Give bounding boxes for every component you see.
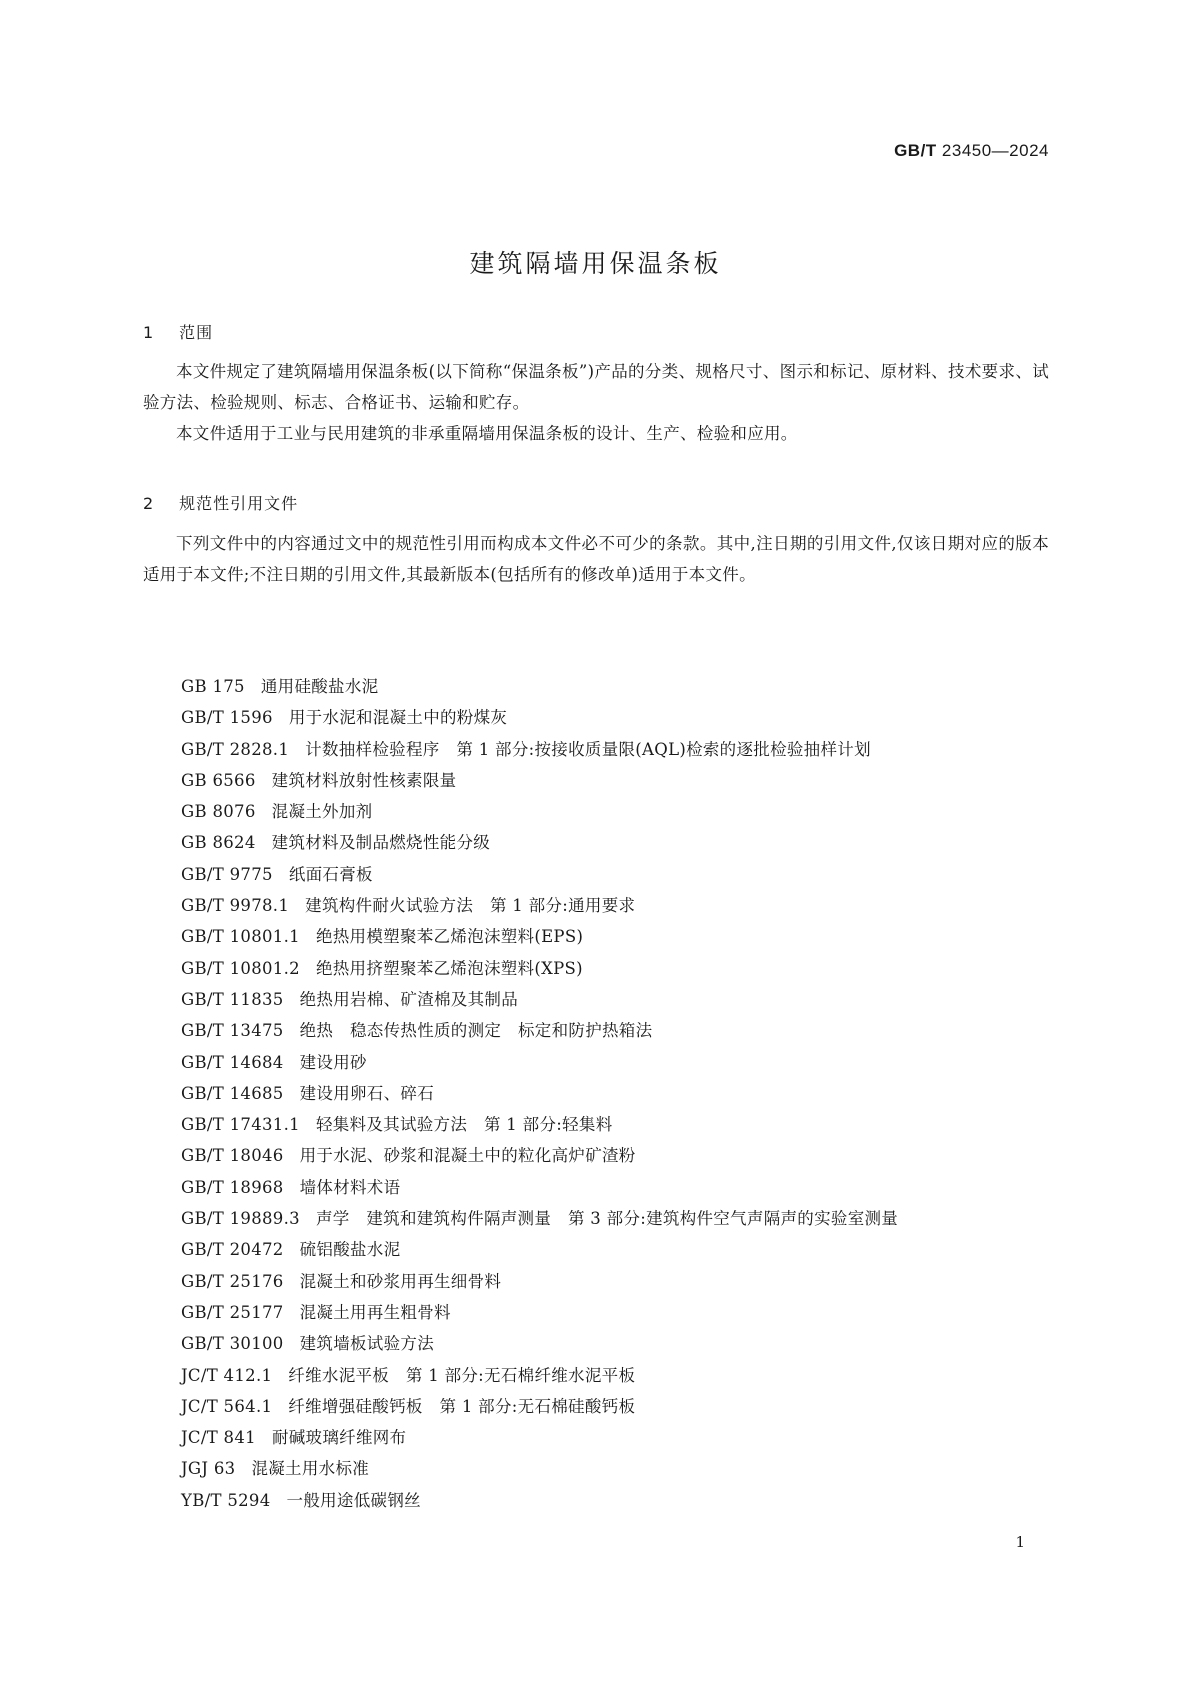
scope-paragraph-2: 本文件适用于工业与民用建筑的非承重隔墙用保温条板的设计、生产、检验和应用。 bbox=[176, 424, 798, 443]
reference-item: GB/T 1596 用于水泥和混凝土中的粉煤灰 bbox=[181, 708, 508, 728]
reference-item: GB/T 18046 用于水泥、砂浆和混凝土中的粒化高炉矿渣粉 bbox=[181, 1146, 636, 1166]
section-1-number: 1 bbox=[143, 323, 155, 342]
reference-item: GB/T 2828.1 计数抽样检验程序 第 1 部分:按接收质量限(AQL)检索的逐批检验抽样计划 bbox=[181, 739, 871, 759]
reference-item: JGJ 63 混凝土用水标准 bbox=[181, 1459, 370, 1479]
reference-item: GB/T 11835 绝热用岩棉、矿渣棉及其制品 bbox=[181, 989, 519, 1009]
reference-item: GB 8076 混凝土外加剂 bbox=[181, 802, 373, 822]
section-1-title: 范围 bbox=[179, 323, 214, 342]
references-intro: 下列文件中的内容通过文中的规范性引用而构成本文件必不可少的条款。其中,注日期的引用文件,仅该日期对应的版本适用于本文件;不注日期的引用文件,其最新版本(包括所有的修改单)适用于本文件。 bbox=[143, 534, 1049, 584]
reference-item: GB/T 13475 绝热 稳态传热性质的测定 标定和防护热箱法 bbox=[181, 1021, 653, 1041]
reference-item: GB/T 19889.3 声学 建筑和建筑构件隔声测量 第 3 部分:建筑构件空气声隔声的实验室测量 bbox=[181, 1209, 899, 1229]
standard-code: 23450—2024 bbox=[941, 141, 1049, 160]
reference-item: GB/T 10801.1 绝热用模塑聚苯乙烯泡沫塑料(EPS) bbox=[181, 927, 584, 947]
reference-item: GB/T 18968 墙体材料术语 bbox=[181, 1177, 401, 1197]
reference-item: GB/T 20472 硫铝酸盐水泥 bbox=[181, 1240, 401, 1260]
reference-item: JC/T 412.1 纤维水泥平板 第 1 部分:无石棉纤维水泥平板 bbox=[181, 1365, 636, 1385]
reference-item: GB 6566 建筑材料放射性核素限量 bbox=[181, 770, 457, 790]
reference-item: GB/T 25177 混凝土用再生粗骨料 bbox=[181, 1302, 451, 1322]
reference-item: GB/T 25176 混凝土和砂浆用再生细骨料 bbox=[181, 1271, 502, 1291]
reference-item: GB/T 30100 建筑墙板试验方法 bbox=[181, 1334, 435, 1354]
reference-item: JC/T 564.1 纤维增强硅酸钙板 第 1 部分:无石棉硅酸钙板 bbox=[181, 1396, 636, 1416]
reference-item: GB 8624 建筑材料及制品燃烧性能分级 bbox=[181, 833, 491, 853]
reference-item: JC/T 841 耐碱玻璃纤维网布 bbox=[181, 1428, 407, 1448]
section-2-heading bbox=[143, 491, 298, 514]
reference-list bbox=[181, 671, 898, 1516]
reference-item: GB/T 9775 纸面石膏板 bbox=[181, 864, 373, 884]
reference-item: GB 175 通用硅酸盐水泥 bbox=[181, 677, 379, 696]
reference-item: GB/T 9978.1 建筑构件耐火试验方法 第 1 部分:通用要求 bbox=[181, 896, 636, 916]
reference-item: GB/T 10801.2 绝热用挤塑聚苯乙烯泡沫塑料(XPS) bbox=[181, 958, 583, 978]
document-title: 建筑隔墙用保温条板 bbox=[469, 249, 722, 278]
page-number: 1 bbox=[1015, 1533, 1025, 1551]
section-2-number: 2 bbox=[143, 494, 155, 513]
standard-prefix: GB/T bbox=[894, 141, 937, 160]
reference-item: GB/T 14684 建设用砂 bbox=[181, 1052, 367, 1072]
section-2-title: 规范性引用文件 bbox=[179, 494, 299, 513]
reference-item: YB/T 5294 一般用途低碳钢丝 bbox=[181, 1490, 421, 1510]
reference-item: GB/T 17431.1 轻集料及其试验方法 第 1 部分:轻集料 bbox=[181, 1115, 613, 1135]
reference-item: GB/T 14685 建设用卵石、碎石 bbox=[181, 1083, 435, 1103]
section-1-heading bbox=[143, 320, 213, 343]
standard-number bbox=[894, 141, 1049, 161]
scope-paragraph-1: 本文件规定了建筑隔墙用保温条板(以下简称“保温条板”)产品的分类、规格尺寸、图示和标记、原材料、技术要求、试验方法、检验规则、标志、合格证书、运输和贮存。 bbox=[143, 362, 1049, 412]
